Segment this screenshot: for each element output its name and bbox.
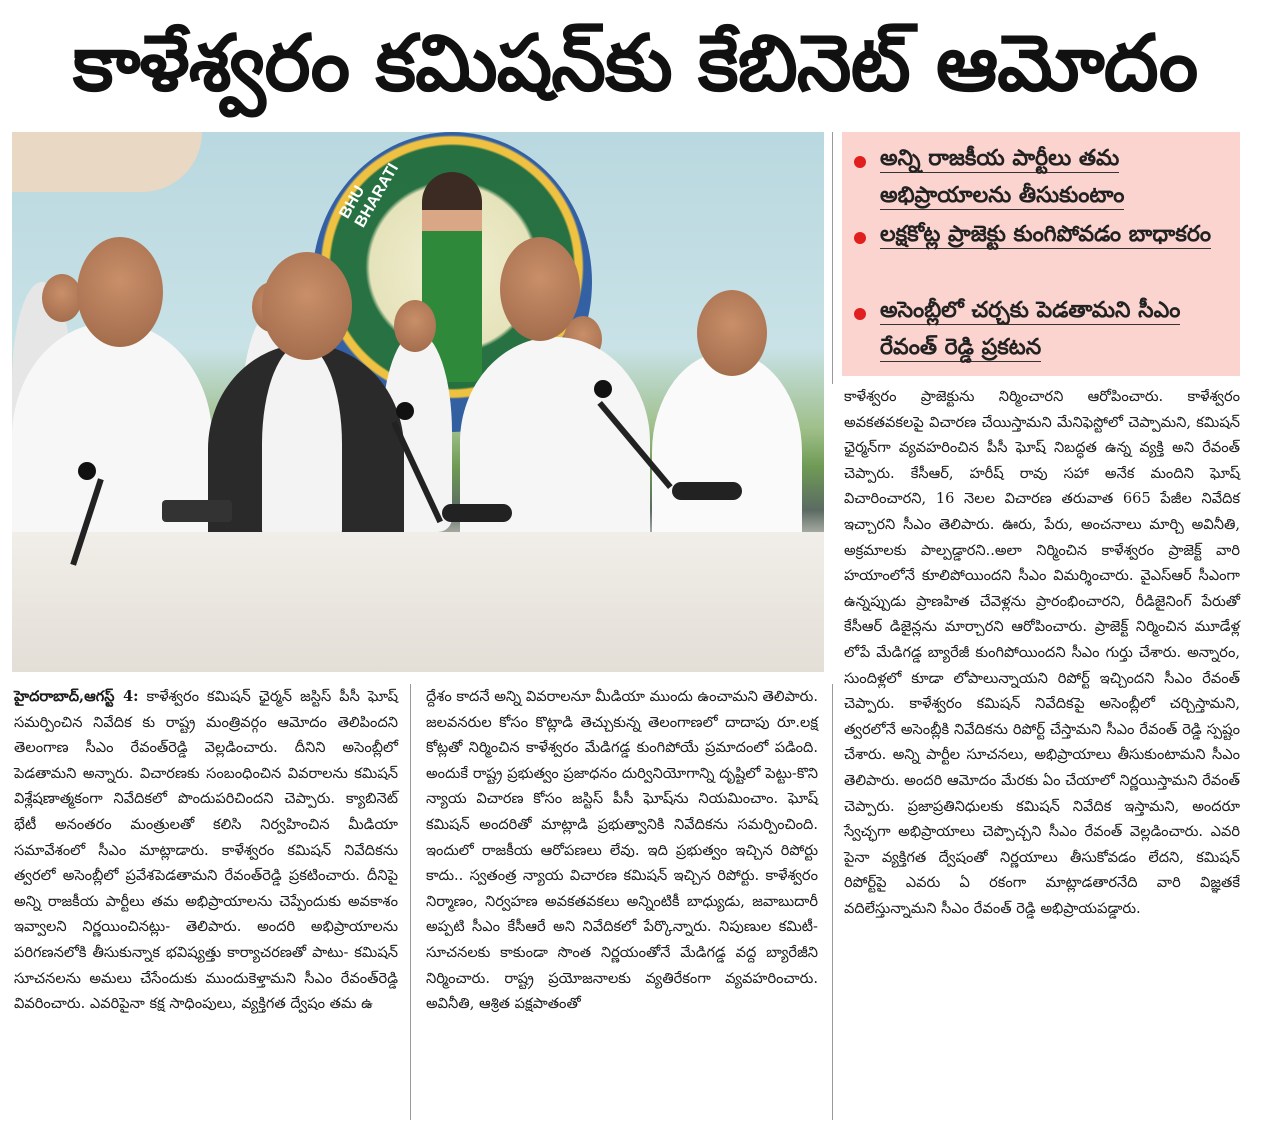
person-head <box>394 300 436 352</box>
bullet-icon <box>854 232 866 244</box>
highlight-text: అసెంబ్లీలో చర్చకు పెడతామని సీఎం రేవంత్ రెడ్డి ప్రకటన <box>880 298 1181 360</box>
backdrop-poster <box>12 132 202 192</box>
column-rule <box>832 684 833 1120</box>
highlight-item <box>842 288 1240 364</box>
article-text: కాళేశ్వరం కమిషన్ ఛైర్మన్ జస్టిస్ పీసీ ఘోష్ సమర్పించిన నివేదిక కు రాష్ట్ర మంత్రివర్గం ఆమోదం తెలిపిందని తెలంగాణ సీఎం రేవంత్‌రెడ్డి వెల్లడించారు. దీనిని అసెంబ్లీలో పెడతామని అన్నారు. విచారణకు సంబంధించిన వివరాలను కమిషన్ విశ్లేషణాత్మకంగా నివేదికలో పొందుపరిచిందని చెప్పారు. క్యాబినెట్ భేటీ అనంతరం మంత్రులతో కలిసి నిర్వహించిన మీడియా సమావేశంలో సీఎం మాట్లాడారు. కాళేశ్వరం కమిషన్ నివేదికను త్వరలో అసెంబ్లీలో ప్రవేశపెడతామని రేవంత్‌రెడ్డి ప్రకటించారు. దీనిపై అన్ని రాజకీయ పార్టీలు తమ అభిప్రాయాలను చెప్పేందుకు అవకాశం ఇవ్వాలని నిర్ణయించినట్లు- తెలిపారు. అందరి అభిప్రాయాలను పరిగణనలోకి తీసుకున్నాక భవిష్యత్తు కార్యాచరణతో పాటు- కమిషన్ సూచనలను అమలు చేసేందుకు ముందుకెళ్తామని సీఎం రేవంత్‌రెడ్డి వివరించారు. ఎవరిపైనా కక్ష సాధింపులు, వ్యక్తిగత ద్వేషం తమ ఉ <box>14 688 398 1013</box>
person-head <box>500 237 580 341</box>
highlight-text: అన్ని రాజకీయ పార్టీలు తమ అభిప్రాయాలను తీసుకుంటాం <box>880 146 1125 208</box>
highlights-box <box>842 132 1240 376</box>
article-column-3 <box>844 384 1240 1124</box>
headline: కాళేశ్వరం కమిషన్‌కు కేబినెట్ ఆమోదం <box>72 19 1198 109</box>
table-device <box>162 500 232 522</box>
seal-label: BHU BHARATI <box>336 160 403 231</box>
person-seated <box>652 352 802 552</box>
article-column-2 <box>426 684 818 1124</box>
article-text: ద్దేశం కాదనే అన్ని వివరాలనూ మీడియా ముందు ఉంచామని తెలిపారు. జలవనరుల కోసం కొట్లాడి తెచ్చుకున్న తెలంగాణలో దాదాపు రూ.లక్ష కోట్లతో నిర్మించిన కాళేశ్వరం మేడిగడ్డ కుంగిపోయే ప్రమాదంలో పడింది. అందుకే రాష్ట్ర ప్రభుత్వం ప్రజాధనం దుర్వినియోగాన్ని దృష్టిలో పెట్టు-కొని న్యాయ విచారణ కోసం జస్టిస్ పీసీ ఘోష్‌ను నియమించాం. ఘోష్ కమిషన్ అందరితో మాట్లాడి ప్రభుత్వానికి నివేదికను సమర్పించింది. ఇందులో రాజకీయ ఆరోపణలు లేవు. ఇది ప్రభుత్వం ఇచ్చిన రిపోర్టు కాదు.. స్వతంత్ర న్యాయ విచారణ కమిషన్ ఇచ్చిన రిపోర్టు. కాళేశ్వరం నిర్మాణం, నిర్వహణ అవకతవకలు అన్నింటికీ బాధ్యుడు, జవాబుదారీ అప్పటి సీఎం కేసీఆరే అని నివేదికలో పేర్కొన్నారు. నిపుణుల కమిటీ- సూచనలకు కాకుండా సొంత నిర్ణయంతోనే మేడిగడ్డ వద్ద బ్యారేజీని నిర్మించారు. రాష్ట్ర ప్రయోజనాలకు వ్యతిరేకంగా వ్యవహరించారు. అవినీతి, ఆశ్రిత పక్షపాతంతో <box>426 688 818 1013</box>
person-head <box>42 274 82 322</box>
person-head <box>77 237 163 347</box>
highlight-item <box>842 212 1240 288</box>
bullet-icon <box>854 156 866 168</box>
microphone-icon <box>78 462 96 480</box>
column-rule <box>832 132 833 384</box>
person-head <box>697 290 767 376</box>
column-rule <box>410 684 411 1120</box>
dateline: హైదరాబాద్,ఆగస్ట్ 4: <box>14 688 139 705</box>
conference-table <box>12 532 824 672</box>
bullet-icon <box>854 308 866 320</box>
microphone-base <box>442 504 512 522</box>
news-photo <box>12 132 824 672</box>
person-seated <box>262 344 342 544</box>
person-head <box>262 252 352 360</box>
microphone-icon <box>594 380 612 398</box>
article-column-1 <box>14 684 398 1124</box>
microphone-icon <box>396 402 414 420</box>
article-text: కాళేశ్వరం ప్రాజెక్టును నిర్మించారని ఆరోపించారు. కాళేశ్వరం అవకతవకలపై విచారణ చేయిస్తామని మేనిఫెస్టోలో చెప్పామని, కమిషన్ ఛైర్మన్‌గా వ్యవహరించిన పీసీ ఘోష్ నిబద్ధత ఉన్న వ్యక్తి అని రేవంత్ చెప్పారు. కేసీఆర్, హరీష్ రావు సహా అనేక మందిని ఘోష్ విచారించారని, 16 నెలల విచారణ తరువాత 665 పేజీల నివేదిక ఇచ్చారని సీఎం తెలిపారు. ఊరు, పేరు, అంచనాలు మార్చి అవినీతి, అక్రమాలకు పాల్పడ్డారని..అలా నిర్మించిన కాళేశ్వరం ప్రాజెక్ట్ వారి హయాంలోనే కూలిపోయిందని సీఎం విమర్శించారు. వైఎస్ఆర్ సీఎంగా ఉన్నప్పుడు ప్రాణహిత చేవెళ్లను ప్రారంభించారని, రీడిజైనింగ్ పేరుతో కేసీఆర్ డిజైన్లను మార్చారని ఆరోపించారు. ప్రాజెక్ట్ నిర్మించిన మూడేళ్ల లోపే మేడిగడ్డ బ్యారేజీ కుంగిపోయిందని సీఎం గుర్తు చేశారు. అన్నారం, సుందిళ్లలో కూడా లోపాలున్నాయని రిపోర్ట్ ఇచ్చిందని సీఎం రేవంత్ చెప్పారు. కాళేశ్వరం కమిషన్ నివేదికపై అసెంబ్లీలో చర్చిస్తామని, త్వరలోనే అసెంబ్లీకి నివేదికను రిపోర్ట్ చేస్తామని సీఎం రేవంత్ రెడ్డి స్పష్టం చేశారు. అన్ని పార్టీల సూచనలు, అభిప్రాయాలు తీసుకుంటామని సీఎం తెలిపారు. అందరి ఆమోదం మేరకు ఏం చేయాలో నిర్ణయిస్తామని రేవంత్ చెప్పారు. ప్రజాప్రతినిధులకు కమిషన్ నివేదిక ఇస్తామని, అందరూ స్వేచ్ఛగా అభిప్రాయాలు చెప్పొచ్చని సీఎం రేవంత్ వెల్లడించారు. ఎవరి పైనా వ్యక్తిగత ద్వేషంతో నిర్ణయాలు తీసుకోవడం లేదని, కమిషన్ రిపోర్ట్‌పై ఎవరు ఏ రకంగా మాట్లాడతారనేది వారి విజ్ఞతకే వదిలేస్తున్నామని సీఎం రేవంత్ రెడ్డి అభిప్రాయపడ్డారు. <box>844 388 1240 917</box>
highlight-item <box>842 136 1240 212</box>
highlight-text: లక్షకోట్ల ప్రాజెక్టు కుంగిపోవడం బాధాకరం <box>880 222 1212 247</box>
microphone-base <box>672 482 742 500</box>
